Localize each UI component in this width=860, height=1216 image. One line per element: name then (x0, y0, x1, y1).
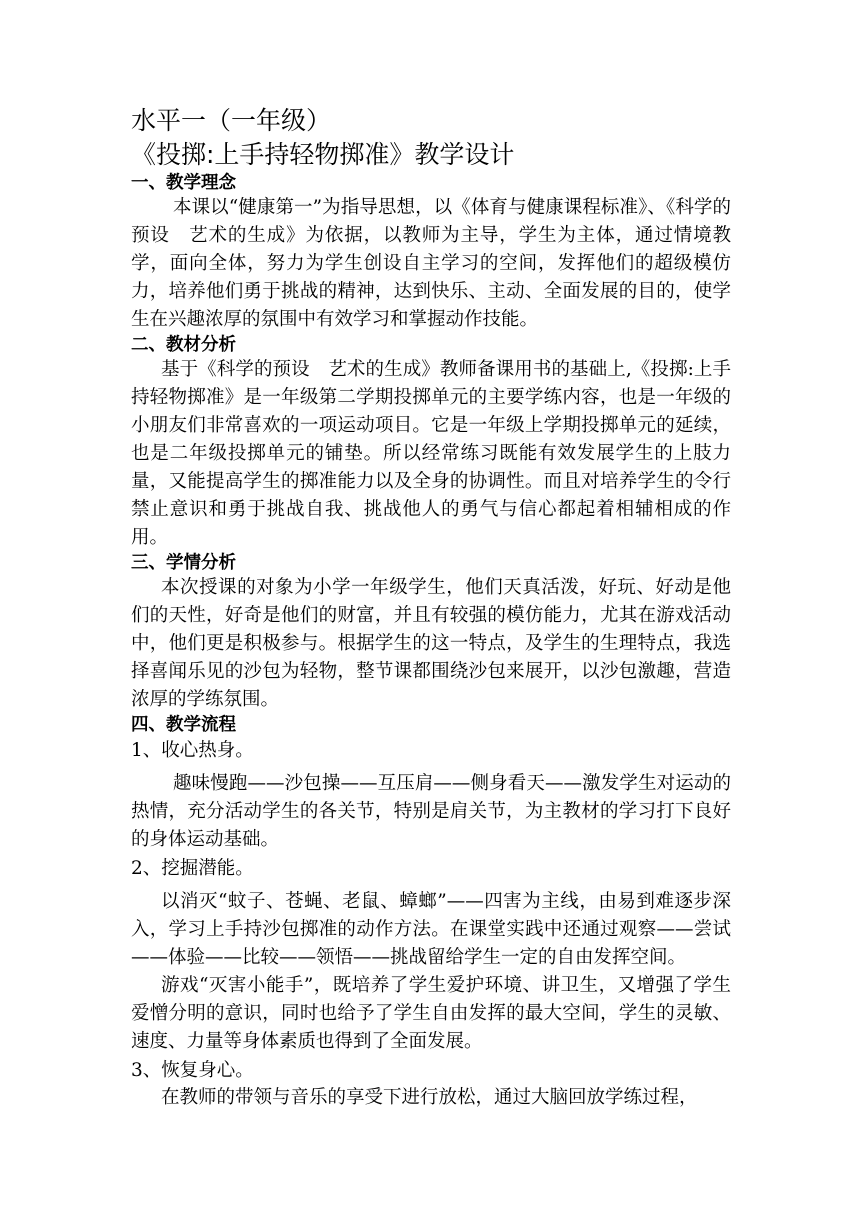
process-step-paragraph: 趣味慢跑——沙包操——互压肩——侧身看天——激发学生对运动的热情，充分活动学生的各关节，特别是肩关节，为主教材的学习打下良好的身体运动基础。 (131, 773, 731, 850)
process-step-label: 1、收心热身。 (131, 740, 254, 761)
section-teaching-process (131, 714, 731, 1112)
process-step-label: 2、挖掘潜能。 (131, 858, 254, 879)
process-step-paragraph: 游戏“灭害小能手”，既培养了学生爱护环境、讲卫生，又增强了学生爱憎分明的意识，同时也给予了学生自由发挥的最大空间，学生的灵敏、速度、力量等身体素质也得到了全面发展。 (131, 975, 731, 1052)
section-heading: 四、教学流程 (131, 715, 236, 735)
section-material-analysis (131, 334, 731, 552)
doc-title-lesson: 《投掷:上手持轻物掷准》教学设计 (131, 140, 515, 169)
process-step-label: 3、恢复身心。 (131, 1060, 254, 1081)
section-paragraph: 本课以“健康第一”为指导思想，以《体育与健康课程标准》、《科学的预设 艺术的生成》为依据，以教师为主导，学生为主体，通过情境教学，面向全体，努力为学生创设自主学习的空间，发挥他们的超级模仿力，培养他们勇于挑战的精神，达到快乐、主动、全面发展的目的，使学生在兴趣浓厚的氛围中有效学习和掌握动作技能。 (131, 197, 731, 330)
section-paragraph: 基于《科学的预设 艺术的生成》教师备课用书的基础上,《投掷:上手持轻物掷准》是一年级第二学期投掷单元的主要学练内容，也是一年级的小朋友们非常喜欢的一项运动项目。它是一年级上学期投掷单元的延续，也是二年级投掷单元的铺垫。所以经常练习既能有效发展学生的上肢力量，又能提高学生的掷准能力以及全身的协调性。而且对培养学生的令行禁止意识和勇于挑战自我、挑战他人的勇气与信心都起着相辅相成的作用。 (131, 359, 731, 548)
section-student-analysis (131, 552, 731, 714)
section-heading: 二、教材分析 (131, 335, 236, 355)
section-paragraph: 本次授课的对象为小学一年级学生，他们天真活泼，好玩、好动是他们的天性，好奇是他们的财富，并且有较强的模仿能力，尤其在游戏活动中，他们更是积极参与。根据学生的这一特点，及学生的生理特点，我选择喜闻乐见的沙包为轻物，整节课都围绕沙包来展开，以沙包激趣，营造浓厚的学练氛围。 (131, 577, 731, 710)
section-heading: 一、教学理念 (131, 173, 236, 193)
process-step-paragraph: 以消灭“蚊子、苍蝇、老鼠、蟑螂”——四害为主线，由易到难逐步深入，学习上手持沙包掷准的动作方法。在课堂实践中还通过观察——尝试——体验——比较——领悟——挑战留给学生一定的自由发挥空间。 (131, 891, 731, 968)
section-teaching-philosophy (131, 172, 731, 334)
document-page (131, 104, 731, 1112)
section-heading: 三、学情分析 (131, 553, 236, 573)
doc-title-level: 水平一（一年级） (131, 106, 332, 135)
process-step-paragraph: 在教师的带领与音乐的享受下进行放松，通过大脑回放学练过程， (161, 1087, 698, 1108)
